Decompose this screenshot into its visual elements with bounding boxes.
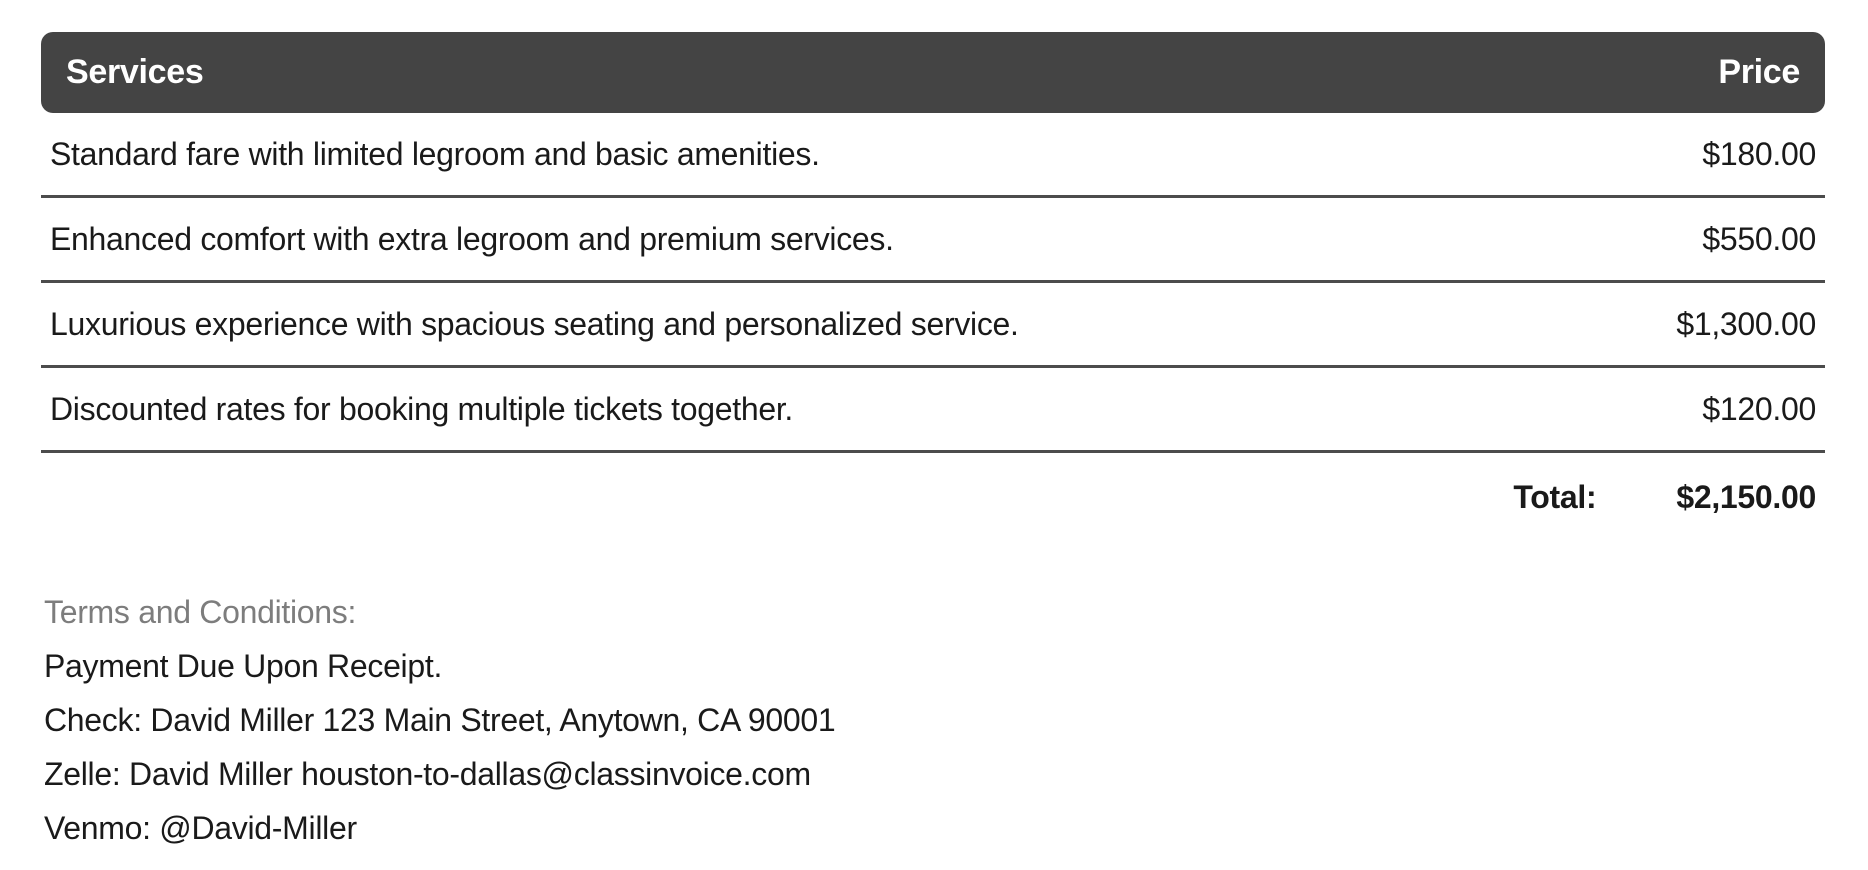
table-row xyxy=(41,283,1825,368)
total-amount: $2,150.00 xyxy=(1676,478,1816,515)
terms-heading: Terms and Conditions: xyxy=(44,594,357,630)
price-column-header: Price xyxy=(1718,53,1800,91)
service-price: $550.00 xyxy=(1702,220,1816,257)
terms-line-zelle: Zelle: David Miller houston-to-dallas@classinvoice.com xyxy=(44,756,811,792)
service-price: $120.00 xyxy=(1702,390,1816,427)
table-row xyxy=(41,113,1825,198)
table-row xyxy=(41,368,1825,453)
total-row xyxy=(41,453,1825,541)
service-description: Standard fare with limited legroom and basic amenities. xyxy=(50,135,820,172)
service-price: $180.00 xyxy=(1702,135,1816,172)
services-table xyxy=(41,32,1825,541)
service-description: Enhanced comfort with extra legroom and premium services. xyxy=(50,220,894,257)
services-column-header: Services xyxy=(66,53,204,91)
service-price: $1,300.00 xyxy=(1676,305,1816,342)
service-description: Discounted rates for booking multiple tickets together. xyxy=(50,390,794,427)
terms-section xyxy=(41,585,1825,855)
table-header xyxy=(41,32,1825,113)
terms-line-venmo: Venmo: @David-Miller xyxy=(44,810,357,846)
total-label: Total: xyxy=(1513,478,1597,515)
table-row xyxy=(41,198,1825,283)
service-description: Luxurious experience with spacious seating and personalized service. xyxy=(50,305,1019,342)
terms-line-check: Check: David Miller 123 Main Street, Anytown, CA 90001 xyxy=(44,702,836,738)
terms-line-payment: Payment Due Upon Receipt. xyxy=(44,648,443,684)
